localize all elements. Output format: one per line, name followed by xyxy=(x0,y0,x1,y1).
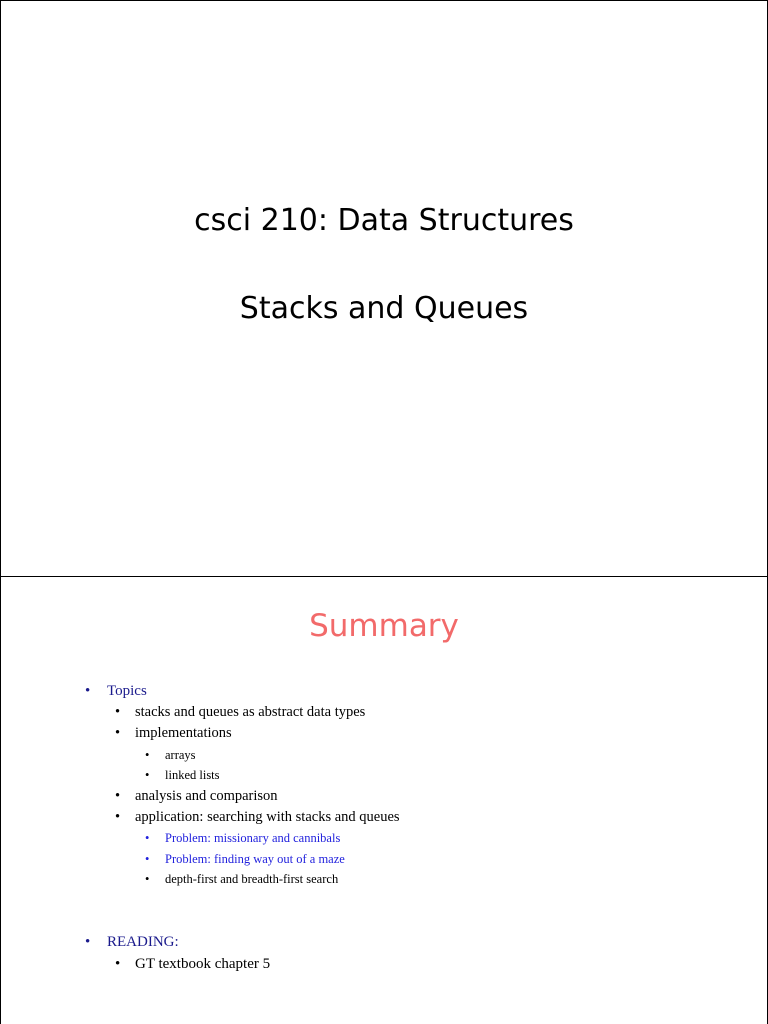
bullet-topics xyxy=(85,682,147,700)
bullet-adt xyxy=(115,703,365,721)
bullet-text: analysis and comparison xyxy=(135,788,278,804)
course-title: csci 210: Data Structures xyxy=(194,203,574,238)
bullet-dot: • xyxy=(115,725,121,741)
bullet-arrays xyxy=(145,747,196,763)
summary-heading: Summary xyxy=(309,608,459,644)
bullet-dot: • xyxy=(115,788,121,804)
bullet-dot: • xyxy=(145,872,150,886)
bullet-linked-lists xyxy=(145,767,220,783)
bullet-implementations xyxy=(115,724,232,742)
bullet-analysis xyxy=(115,787,278,805)
bullet-dot: • xyxy=(145,852,150,866)
bullet-dot: • xyxy=(85,934,91,950)
bullet-text: GT textbook chapter 5 xyxy=(135,956,271,972)
bullet-text: implementations xyxy=(135,725,232,741)
bullet-text: Problem: finding way out of a maze xyxy=(165,852,345,866)
bullet-dot: • xyxy=(145,748,150,762)
lecture-title: Stacks and Queues xyxy=(239,291,529,326)
bullet-reading xyxy=(85,933,179,951)
bullet-text: application: searching with stacks and queues xyxy=(135,809,400,825)
bullet-text: depth-first and breadth-first search xyxy=(165,872,339,886)
bullet-problem-maze xyxy=(145,851,345,867)
bullet-dot: • xyxy=(145,831,150,845)
summary-slide xyxy=(0,576,768,1024)
bullet-dfs-bfs xyxy=(145,871,338,887)
bullet-dot: • xyxy=(85,683,91,699)
bullet-problem-missionary xyxy=(145,830,340,846)
bullet-text: READING: xyxy=(107,934,179,950)
bullet-text: linked lists xyxy=(165,768,220,782)
bullet-text: Problem: missionary and cannibals xyxy=(165,831,341,845)
bullet-dot: • xyxy=(145,768,150,782)
bullet-text: stacks and queues as abstract data types xyxy=(135,704,366,720)
bullet-text: Topics xyxy=(107,683,147,699)
bullet-reading-item xyxy=(115,955,270,973)
bullet-dot: • xyxy=(115,956,121,972)
bullet-text: arrays xyxy=(165,748,196,762)
bullet-dot: • xyxy=(115,704,121,720)
bullet-dot: • xyxy=(115,809,121,825)
bullet-application xyxy=(115,808,400,826)
